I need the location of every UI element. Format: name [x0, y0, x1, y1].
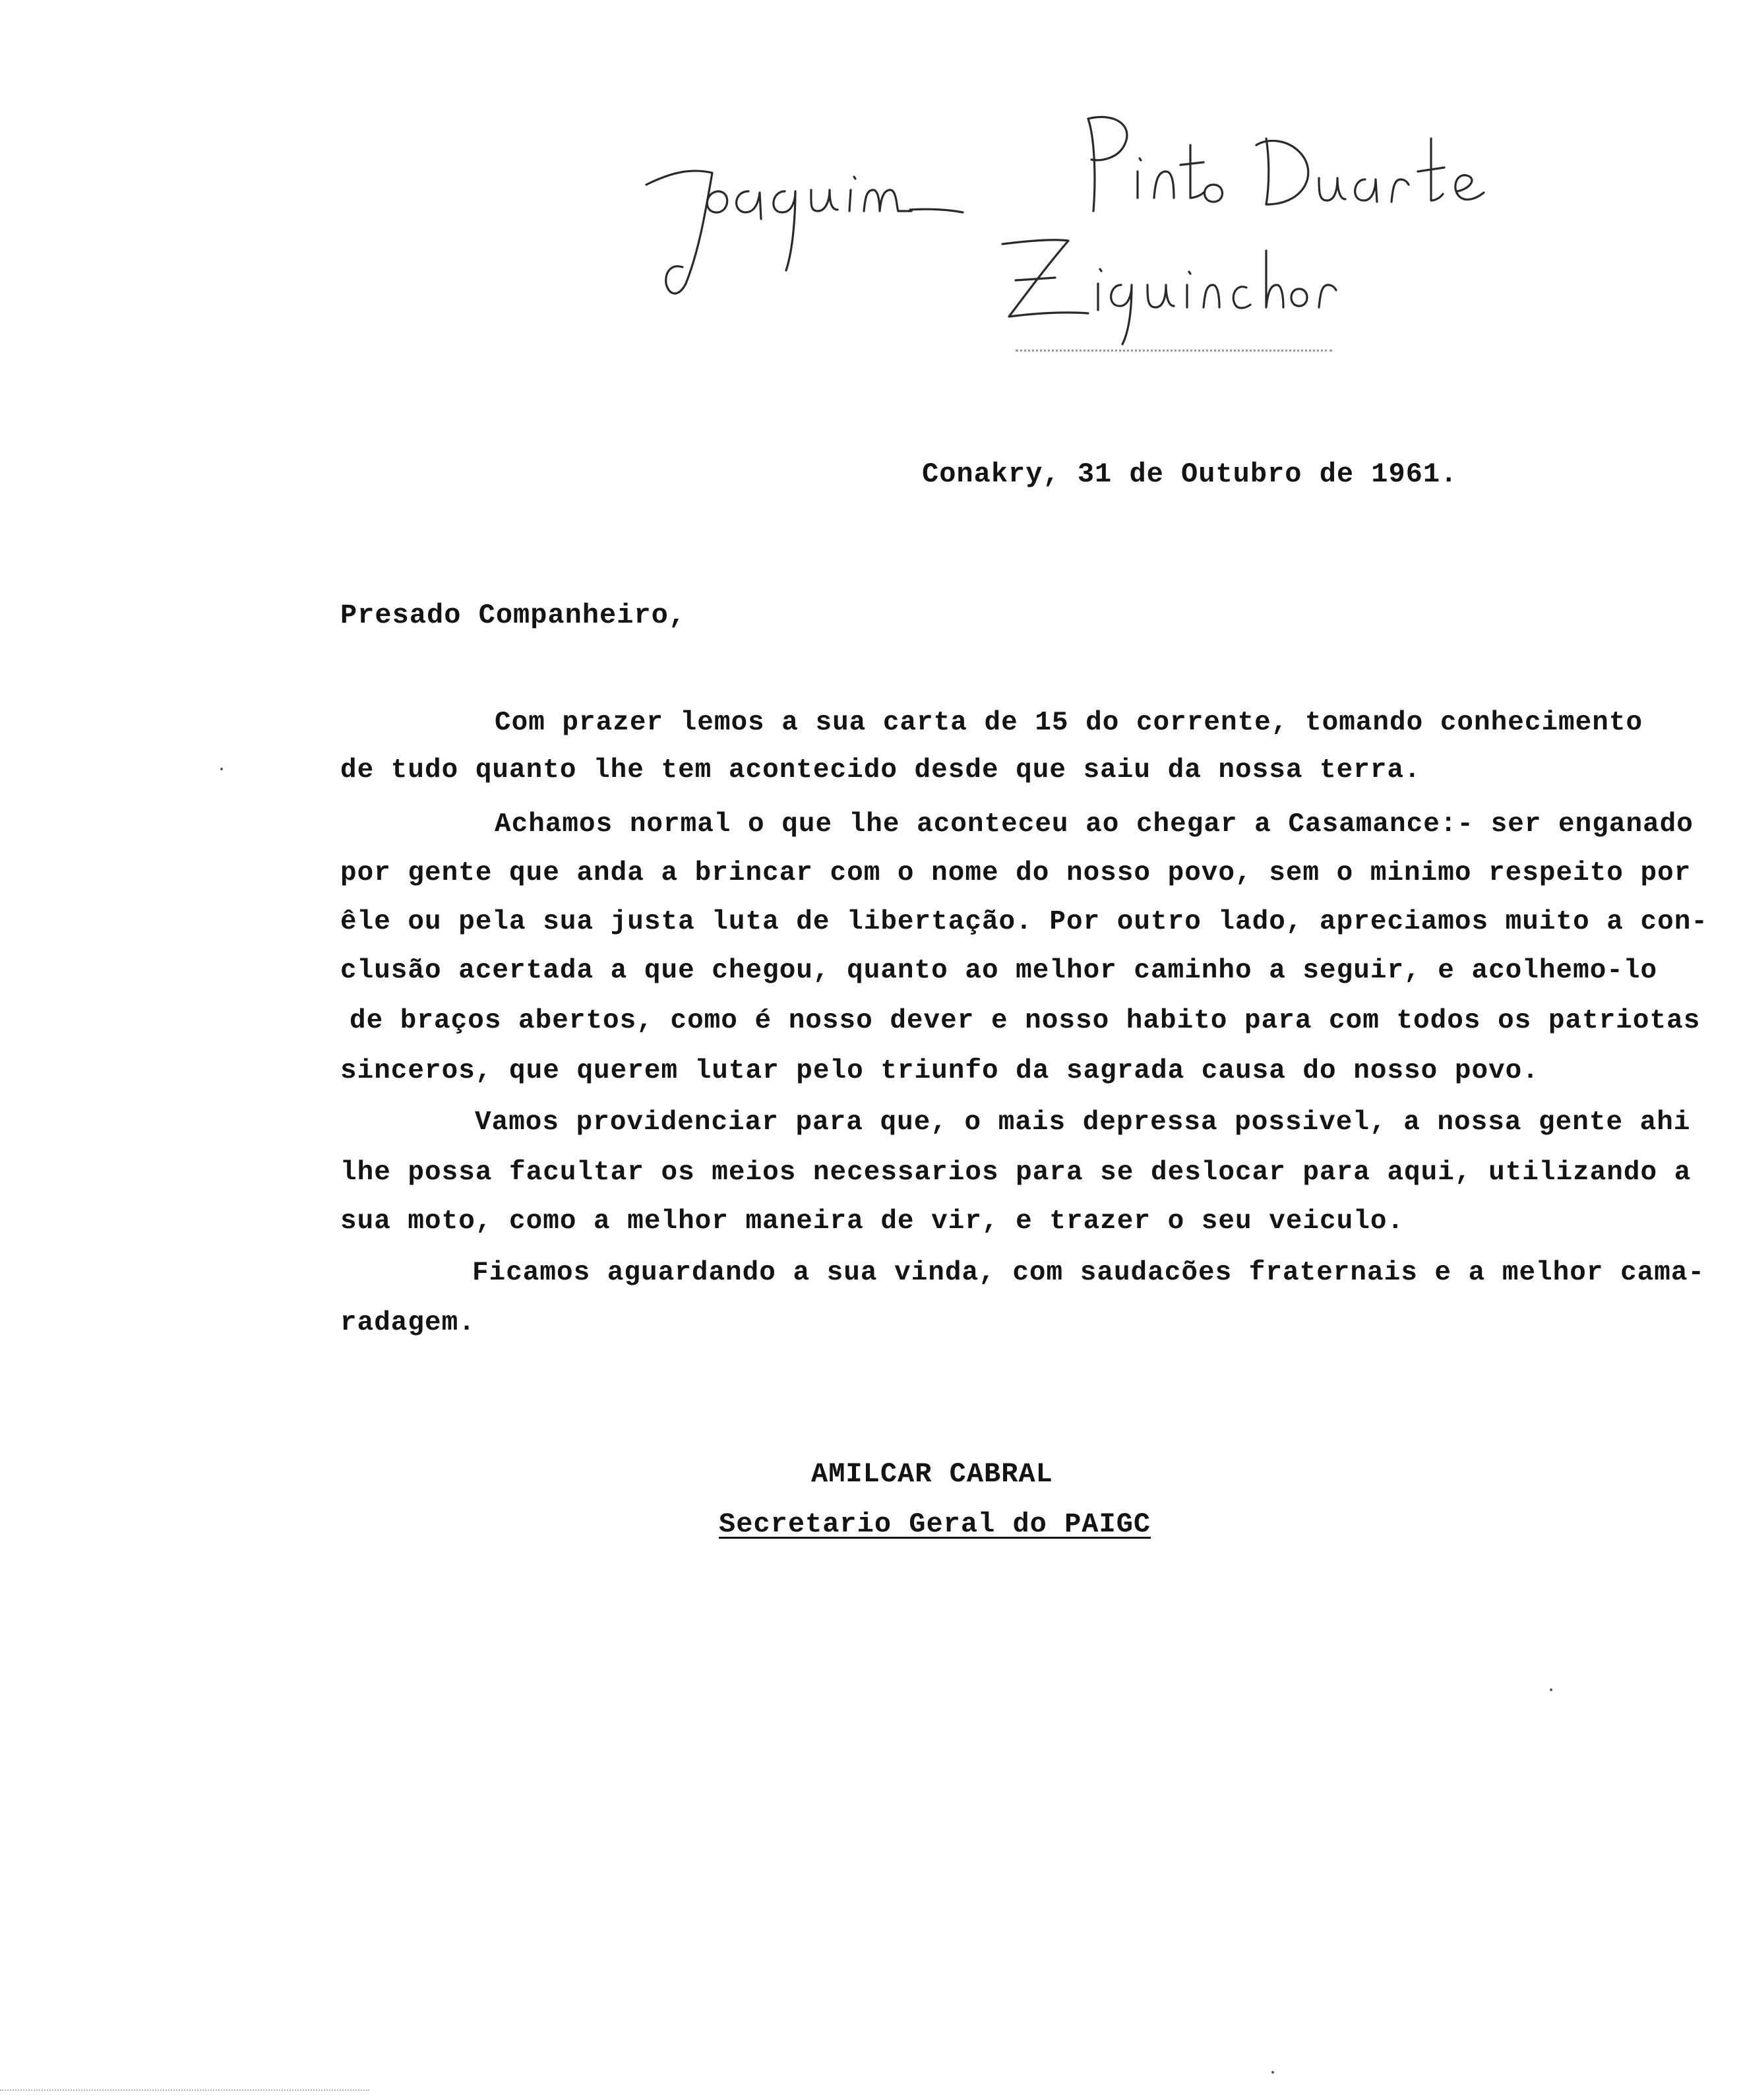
handwriting-drawing [633, 99, 1530, 363]
body-line: lhe possa facultar os meios necessarios para se deslocar para aqui, utilizando a [340, 1158, 1692, 1188]
salutation: Presado Companheiro, [340, 600, 687, 631]
body-line: Vamos providenciar para que, o mais depressa possivel, a nossa gente ahi [475, 1107, 1691, 1138]
body-line: Com prazer lemos a sua carta de 15 do corrente, tomando conhecimento [495, 708, 1643, 738]
body-line: clusão acertada a que chegou, quanto ao melhor caminho a seguir, e acolhemo-lo [340, 956, 1658, 986]
body-line: Achamos normal o que lhe aconteceu ao chegar a Casamance:- ser enganado [495, 809, 1694, 840]
scan-speck [1271, 2071, 1274, 2074]
body-line: sinceros, que querem lutar pelo triunfo da sagrada causa do nosso povo. [340, 1056, 1539, 1086]
handwritten-annotation [633, 99, 1530, 363]
letter-date: Conakry, 31 de Outubro de 1961. [922, 458, 1458, 490]
scan-noise-line [0, 2089, 369, 2091]
body-line: sua moto, como a melhor maneira de vir, e trazer o seu veiculo. [340, 1206, 1405, 1237]
body-line: Ficamos aguardando a sua vinda, com saudacões fraternais e a melhor cama- [472, 1258, 1705, 1288]
body-line: radagem. [340, 1308, 475, 1338]
dotted-rule [1016, 350, 1332, 352]
scan-speck [220, 768, 223, 770]
signature-name: AMILCAR CABRAL [811, 1458, 1053, 1490]
signature-title: Secretario Geral do PAIGC [719, 1508, 1151, 1540]
body-line: por gente que anda a brincar com o nome do nosso povo, sem o minimo respeito por [340, 858, 1692, 888]
scan-speck [1550, 1688, 1552, 1691]
body-line: de tudo quanto lhe tem acontecido desde que saiu da nossa terra. [340, 755, 1421, 786]
body-line: de braços abertos, como é nosso dever e nosso habito para com todos os patriotas [350, 1006, 1701, 1036]
body-line: êle ou pela sua justa luta de libertação. Por outro lado, apreciamos muito a con- [340, 907, 1708, 937]
